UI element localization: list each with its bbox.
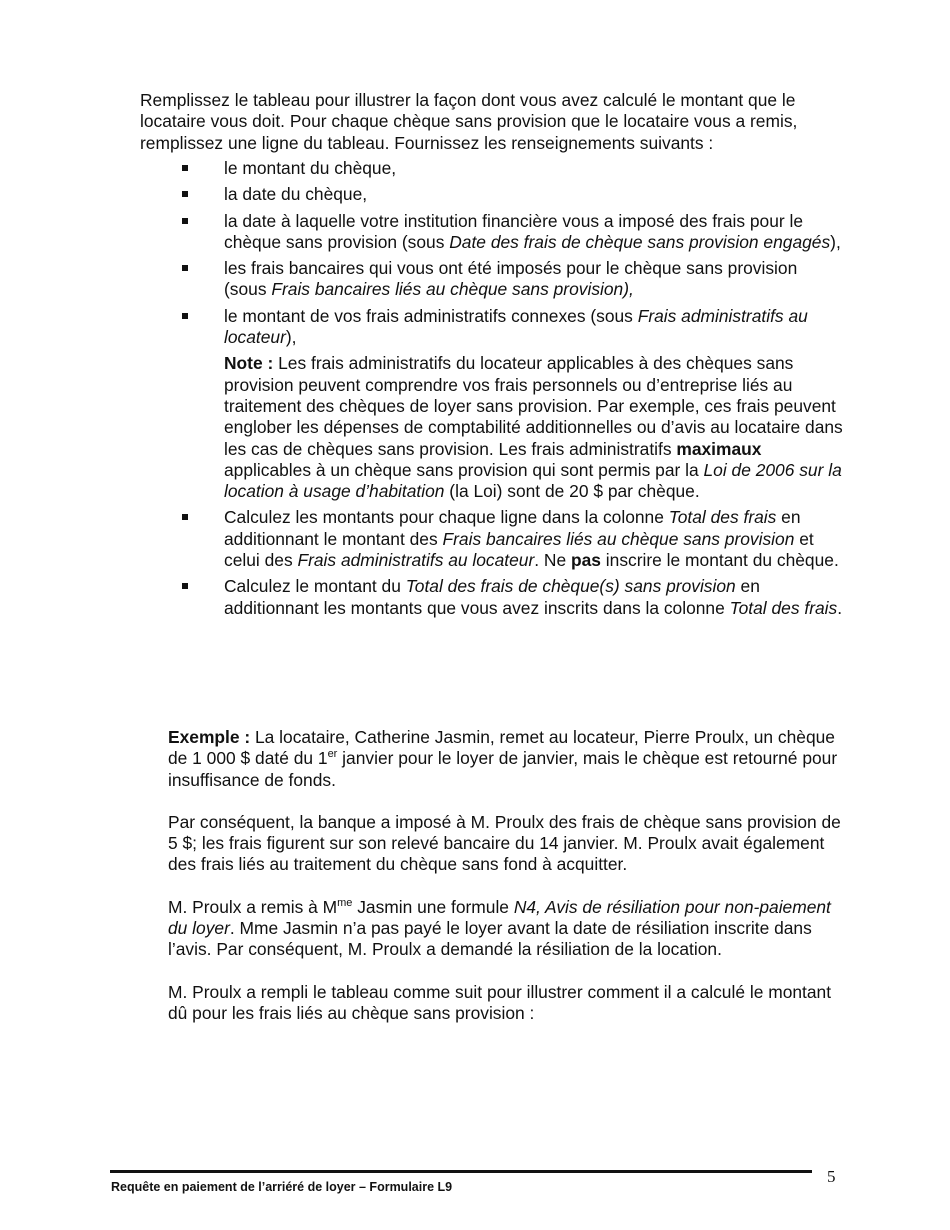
instruction-list — [0, 158, 950, 624]
example-paragraph: Par conséquent, la banque a imposé à M. Proulx des frais de chèque sans provision de 5 $; les frais figurent sur son relevé bancaire du 14 janvier. M. Proulx avait également des frais liés au traitement du chèque sans fond à acquitter. — [168, 811, 841, 875]
example-section — [168, 727, 848, 1045]
list-item: Calculez le montant du Total des frais de chèque(s) sans provision en additionnant les montants que vous avez inscrits dans la colonne Total des frais. — [0, 576, 844, 619]
list-item: le montant de vos frais administratifs connexes (sous Frais administratifs au locateur), Note : Les frais administratifs du locateur applicables à des chèques sans provision peuvent comprendre vos frais personnels ou d’entreprise liés au traitement des chèques de loyer sans provision. Par exemple, ces frais peuvent englober les dépenses de comptabilité additionnelles ou d’avis au locataire dans les cas de chèques sans provision. Les frais administratifs maximaux applicables à un chèque sans provision qui sont permis par la Loi de 2006 sur la location à usage d’habitation (la Loi) sont de 20 $ par chèque. — [0, 306, 844, 503]
page-number: 5 — [827, 1167, 836, 1186]
list-item: la date du chèque, — [0, 184, 844, 205]
example-paragraph: Exemple : La locataire, Catherine Jasmin, remet au locateur, Pierre Proulx, un chèque de 1 000 $ daté du 1er janvier pour le loyer de janvier, mais le chèque est retourné pour insuffisance de fonds. — [168, 727, 838, 790]
example-paragraph: M. Proulx a rempli le tableau comme suit pour illustrer comment il a calculé le montant dû pour les frais liés au chèque sans provision : — [168, 981, 832, 1023]
bullet-marker — [182, 583, 188, 589]
bullet-marker — [182, 218, 188, 224]
bullet-marker — [182, 313, 188, 319]
bullet-marker — [182, 514, 188, 520]
bullet-marker — [182, 191, 188, 197]
footer-divider — [110, 1170, 812, 1173]
example-paragraph: M. Proulx a remis à $M^{me}$ Jasmin une formule N4, Avis de résiliation pour non-paiement du loyer. Mme Jasmin n’a pas payé le loyer avant la date de résiliation inscrite dans l’avis. Par conséquent, M. Proulx a demandé la résiliation de la location. — [168, 896, 831, 960]
note-paragraph: Note : Les frais administratifs du locateur applicables à des chèques sans provision peuvent comprendre vos frais personnels ou d’entreprise liés au traitement des chèques de loyer sans provision. Par exemple, ces frais peuvent englober les dépenses de comptabilité additionnelles ou d’avis au locataire dans les cas de chèques sans provision. Les frais administratifs maximaux applicables à un chèque sans provision qui sont permis par la Loi de 2006 sur la location à usage d’habitation (la Loi) sont de 20 $ par chèque. — [224, 353, 843, 502]
bullet-marker — [182, 265, 188, 271]
list-item: la date à laquelle votre institution financière vous a imposé des frais pour le chèque sans provision (sous Date des frais de chèque sans provision engagés), — [0, 211, 844, 254]
list-item: les frais bancaires qui vous ont été imposés pour le chèque sans provision (sous Frais bancaires liés au chèque sans provision), — [0, 258, 844, 301]
bullet-marker — [182, 165, 188, 171]
intro-paragraph: Remplissez le tableau pour illustrer la façon dont vous avez calculé le montant que le locataire vous doit. Pour chaque chèque sans provision que le locataire vous a remis, remplissez une ligne du tableau. Fournissez les renseignements suivants : — [140, 90, 798, 153]
list-item: le montant du chèque, — [0, 158, 844, 179]
list-item: Calculez les montants pour chaque ligne dans la colonne Total des frais en additionnant le montant des Frais bancaires liés au chèque sans provision et celui des Frais administratifs au locateur. Ne pas inscrire le montant du chèque. — [0, 507, 844, 571]
footer-title: Requête en paiement de l’arriéré de loyer – Formulaire L9 — [111, 1180, 453, 1194]
